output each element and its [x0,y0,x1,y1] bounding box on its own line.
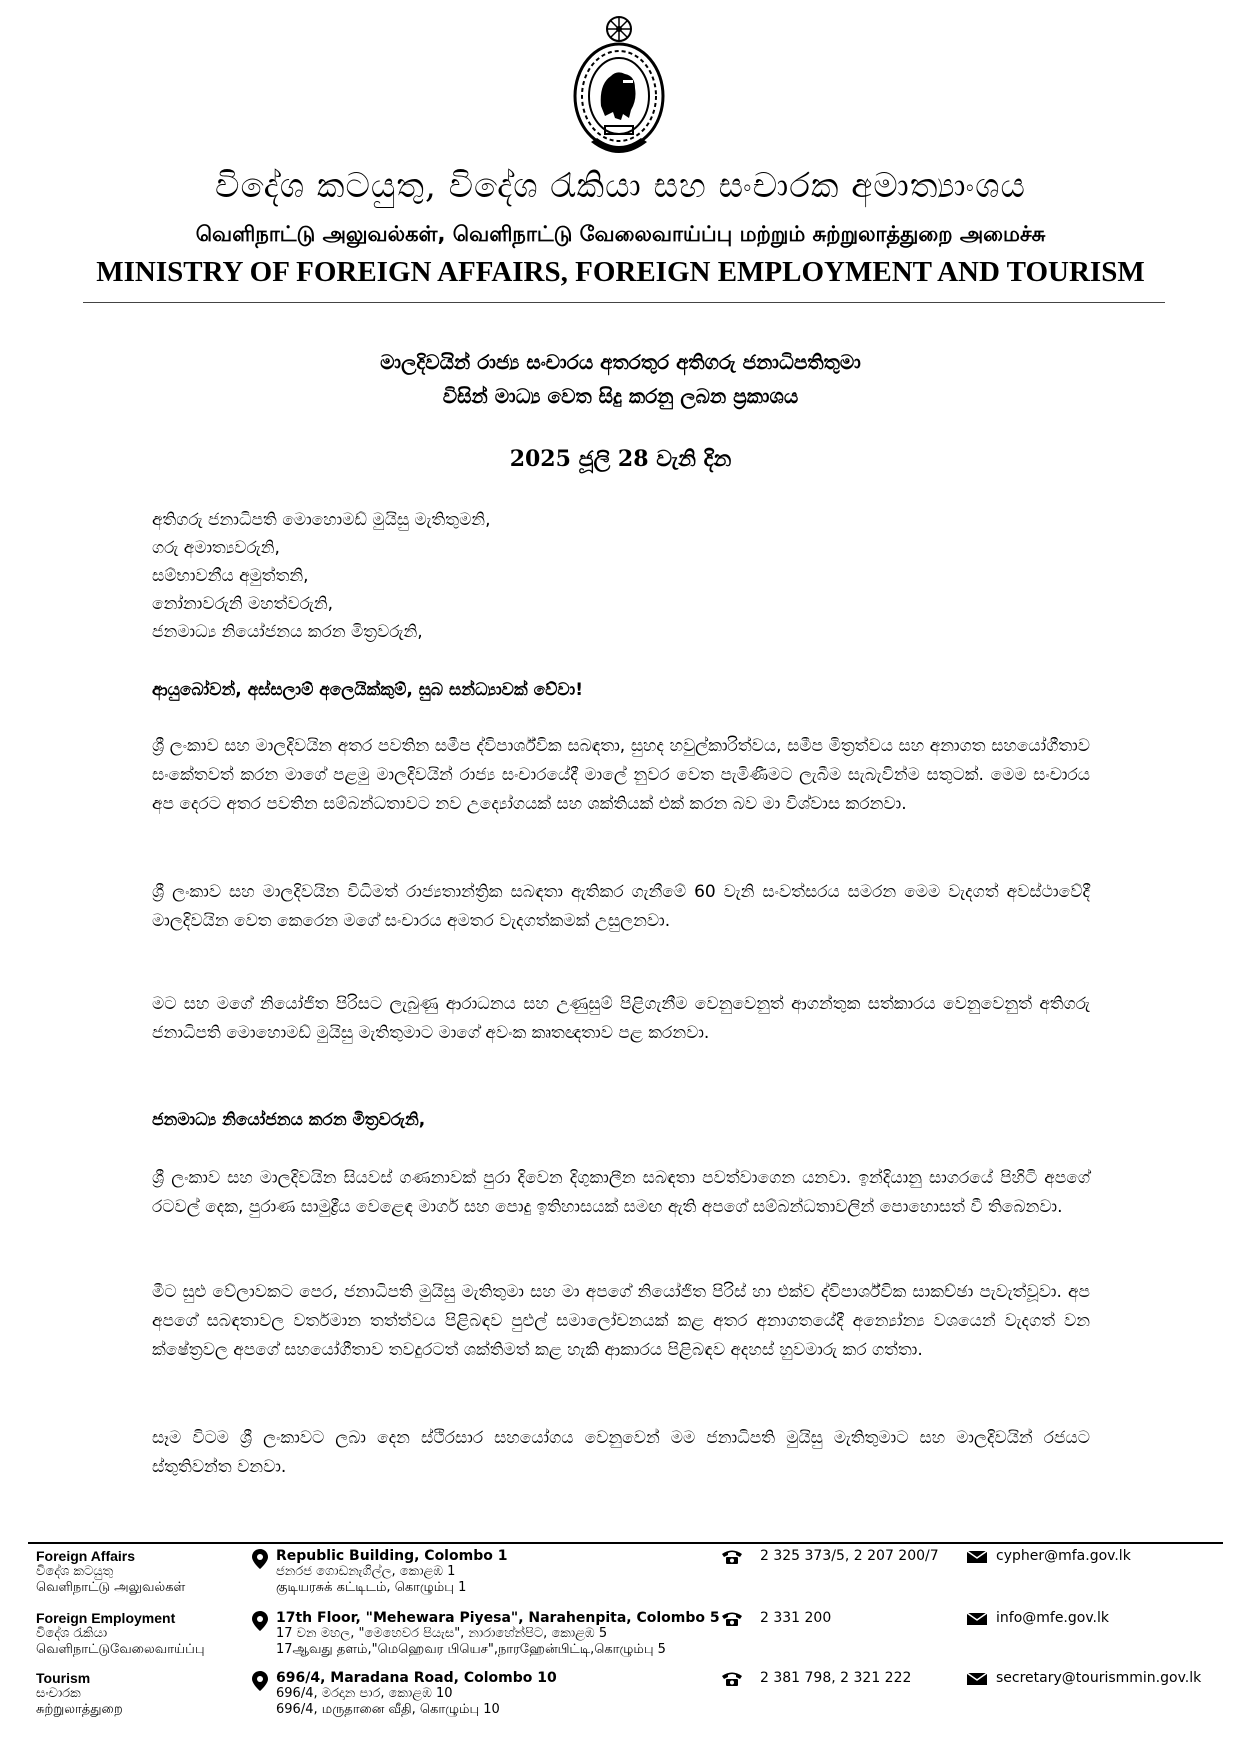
footer-address [276,1548,507,1596]
salutation-line: අතිගරු ජනාධිපති මොහොමඩ් මුයිසු මැතිතුමනි, [152,510,491,530]
ministry-name-english: MINISTRY OF FOREIGN AFFAIRS, FOREIGN EMPLOYMENT AND TOURISM [96,256,1145,288]
label-si: සංචාරක [36,1686,81,1701]
salutation-list [152,506,491,646]
paragraph-3: මට සහ මගේ නියෝජිත පිරිසට ලැබුණු ආරාධනය සහ උණුසුම් පිළිගැනීම වෙනුවෙනුත් ආගන්තුක සත්කාරය වෙනුවෙනුත් අතිගරු ජනාධිපති මොහොමඩ් මුයිසු මැතිතුමාට මාගේ අවංක කෘතඥතාව පළ කරනවා. [152,994,1090,1043]
paragraph-4: ශ්‍රී ලංකාව සහ මාලදිවයින සියවස් ගණනාවක් පුරා දිවෙන දිගුකාලීන සබඳතා පවත්වාගෙන යනවා. ඉන්දියානු සාගරයේ පිහිටි අපගේ රටවල් දෙක, පුරාණ සාමුද්‍රීය වෙළෙඳ මාර්ග සහ පොදු ඉතිහාසයක් සමඟ ඇති අපගේ සම්බන්ධතාවලින් පොහොසත් වී තිබෙනවා. [152,1168,1090,1217]
document-date: 2025 ජූලි 28 වැනි දින [509,446,732,472]
email-icon [966,1672,988,1686]
footer-row-foreign-employment [0,1610,1241,1664]
telephone-icon [720,1549,744,1565]
salutation-line: ගරු අමාත්‍යවරුනි, [152,538,280,558]
paragraph-2: ශ්‍රී ලංකාව සහ මාලදිවයින විධිමත් රාජ්‍යතාන්ත්‍රික සබඳතා ඇතිකර ගැනීමේ 60 වැනි සංවත්සරය සමරන මෙම වැදගත් අවස්ථාවේදී මාලදිවයින වෙත කෙරෙන මගේ සංචාරය අමතර වැදගත්කමක් උසුලනවා. [152,882,1090,931]
footer-label [36,1610,205,1658]
telephone-icon [720,1671,744,1687]
label-en: Foreign Affairs [36,1548,136,1564]
footer-label [36,1670,123,1718]
footer-phone: 2 325 373/5, 2 207 200/7 [760,1548,939,1564]
footer-email[interactable]: secretary@tourismmin.gov.lk [996,1670,1202,1686]
location-pin-icon [252,1611,268,1631]
footer-address [276,1670,557,1718]
footer-email[interactable]: cypher@mfa.gov.lk [996,1548,1131,1564]
location-pin-icon [252,1549,268,1569]
email-icon [966,1550,988,1564]
national-emblem-icon [571,14,667,162]
address-si: ජනරජ ගොඩනැගිල්ල, කොළඹ 1 [276,1564,456,1579]
location-pin-icon [252,1671,268,1691]
address-main: Republic Building, Colombo 1 [276,1548,508,1564]
paragraph-1: ශ්‍රී ලංකාව සහ මාලදිවයින අතර පවතින සමීප ද්විපාර්ශ්වික සබඳතා, සුහද හවුල්කාරිත්වය, සමීප මිත්‍රත්වය සහ අනාගත සහයෝගීතාව සංකේතවත් කරන මාගේ පළමු මාලදිවයින් රාජ්‍ය සංචාරයේදී මාලේ නුවර වෙත පැමිණීමට ලැබීම සැබැවින්ම සතුටක්. මෙම සංචාරය අප දෙරට අතර පවතින සම්බන්ධතාවට නව උද්‍යෝගයක් සහ ශක්තියක් එක් කරන බව මා විශ්වාස කරනවා. [152,736,1090,814]
label-ta: வெளிநாட்டுவேலைவாய்ப்பு [36,1642,205,1657]
document-title [0,345,1241,413]
label-ta: சுற்றுலாத்துறை [36,1702,123,1717]
footer-divider [28,1542,1223,1544]
address-ta: 696/4, மருதானை வீதி, கொழும்பு 10 [276,1702,500,1717]
label-si: විදේශ රැකියා [36,1626,108,1641]
footer-phone: 2 381 798, 2 321 222 [760,1670,912,1686]
greeting: ආයුබෝවන්, අස්සලාම් අලෙයික්කුම්, සුබ සන්ධ්‍යාවක් වේවා! [152,680,583,700]
address-ta: குடியரசுக் கட்டிடம், கொழும்பு 1 [276,1580,467,1595]
address-main: 17th Floor, "Mehewara Piyesa", Narahenpita, Colombo 5 [276,1610,720,1626]
title-line-2: විසින් මාධ්‍ය වෙත සිදු කරනු ලබන ප්‍රකාශය [442,384,799,408]
label-si: විදේශ කටයුතු [36,1564,114,1579]
paragraph-6: සෑම විටම ශ්‍රී ලංකාවට ලබා දෙන ස්ථිරසාර සහයෝගය වෙනුවෙන් මම ජනාධිපති මුයිසු මැතිතුමාට සහ මාලදිවයින් රජයට ස්තුතිවන්ත වනවා. [152,1428,1090,1477]
label-en: Foreign Employment [36,1610,176,1626]
footer-address [276,1610,720,1658]
subheading: ජනමාධ්‍ය නියෝජනය කරන මිත්‍රවරුනි, [152,1110,426,1130]
telephone-icon [720,1611,744,1627]
label-en: Tourism [36,1670,91,1686]
paragraph-5: මීට සුළු වේලාවකට පෙර, ජනාධිපති මුයිසු මැතිතුමා සහ මා අපගේ නියෝජිත පිරිස් හා එක්ව ද්විපාර්ශ්වික සාකච්ඡා පැවැත්වූවා. අප අපගේ සබඳතාවල වර්තමාන තත්ත්වය පිළිබඳව පුළුල් සමාලෝචනයක් කළ අතර අනාගතයේදී අන්‍යෝන්‍ය වශයෙන් වැදගත් වන ක්ෂේත්‍රවල අපගේ සහයෝගීතාව තවදුරටත් ශක්තිමත් කළ හැකි ආකාරය පිළිබඳව අදහස් හුවමාරු කර ගත්තා. [152,1282,1090,1360]
footer-phone: 2 331 200 [760,1610,832,1626]
footer-row-tourism [0,1670,1241,1724]
header-divider [83,302,1165,303]
title-line-1: මාලදිවයින් රාජ්‍ය සංචාරය අතරතුර අතිගරු ජනාධිපතිතුමා [380,350,861,374]
footer-row-foreign-affairs [0,1548,1241,1602]
footer-email[interactable]: info@mfe.gov.lk [996,1610,1109,1626]
salutation-line: නෝනාවරුනි මහත්වරුනි, [152,594,334,614]
ministry-name-tamil: வெளிநாட்டு அலுவல்கள், வெளிநாட்டு வேலைவாய்ப்பு மற்றும் சுற்றுலாத்துறை அமைச்சு [195,222,1046,246]
address-main: 696/4, Maradana Road, Colombo 10 [276,1670,557,1686]
email-icon [966,1612,988,1626]
address-ta: 17ஆவது தளம்,"மெஹெவர பியெச",நாரஹேன்பிட்டி,கொழும்பு 5 [276,1642,666,1657]
label-ta: வெளிநாட்டு அலுவல்கள் [36,1580,186,1595]
salutation-line: සම්භාවනීය අමුත්තනි, [152,566,309,586]
address-si: 17 වන මහල, "මෙහෙවර පියැස", නාරාහේන්පිට, කොළඹ 5 [276,1626,608,1641]
salutation-line: ජනමාධ්‍ය නියෝජනය කරන මිත්‍රවරුනි, [152,622,423,642]
address-si: 696/4, මරදාන පාර, කොළඹ 10 [276,1686,453,1701]
ministry-name-sinhala: විදේශ කටයුතු, විදේශ රැකියා සහ සංචාරක අමාත්‍යාංශය [215,166,1026,206]
footer-label [36,1548,185,1596]
